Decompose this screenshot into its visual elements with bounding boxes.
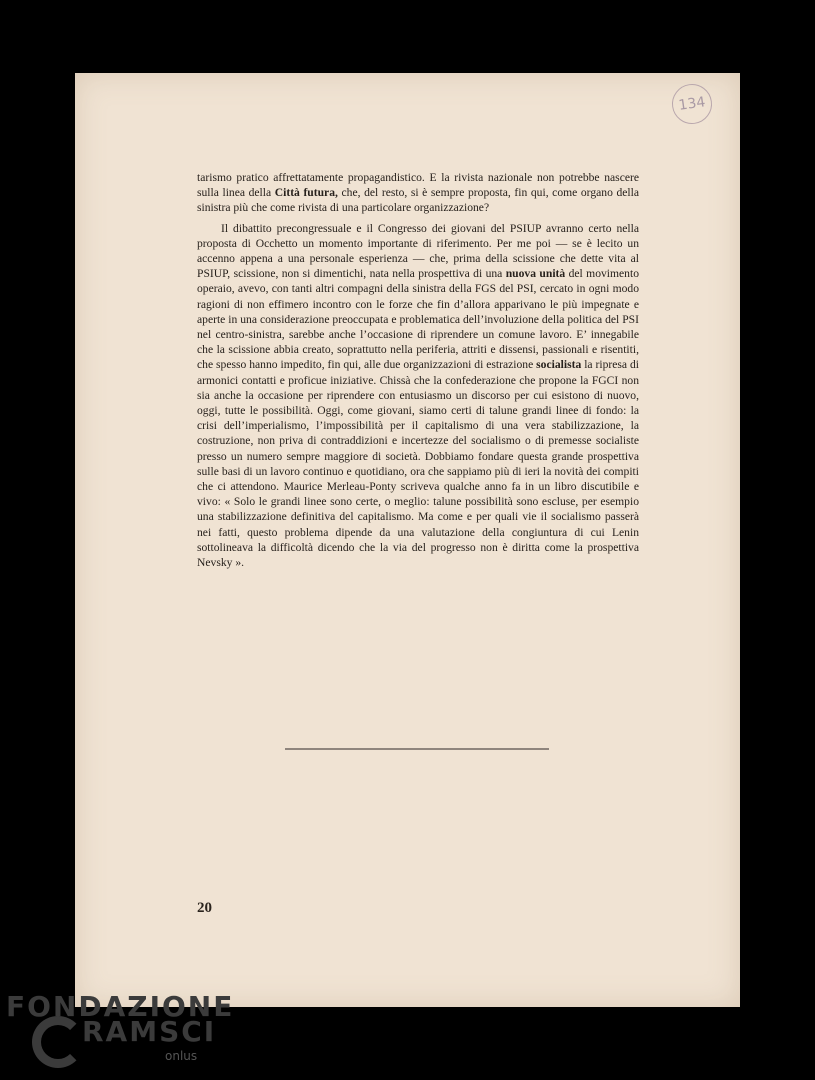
emphasis-text: socialista bbox=[536, 358, 582, 372]
watermark-g-logo bbox=[32, 1016, 84, 1068]
text-run: del movimento operaio, avevo, con tanti altri compagni della sinistra della FGS del PSI, cercato in ogni modo ragioni di non effimero incontro con le forze che fin d’allora apparivano le più impegnate e aperte in una considerazione preoccupata e problematica dell’involuzione della politica del PSI nel centro-sinistra, sarebbe anche l’occasione di riprendere un comune lavoro. E’ innegabile che la scissione abbia creato, soprattutto nella periferia, attriti e dissensi, passionali e risentiti, che spesso hanno impedito, fin qui, alle due organizzazioni di estrazione bbox=[197, 267, 639, 372]
text-run: Il dibattito precongressuale e il Congresso dei giovani del PSIUP avranno certo nella proposta di Occhetto un momento importante di riferimento. Per me poi — se è lecito un accenno appena a una personale esperienza — che, prima della scissione che dette vita al PSIUP, scissione, non si dimentichi, nata nella prospettiva di una bbox=[197, 221, 639, 281]
page-number: 20 bbox=[197, 900, 212, 916]
section-divider bbox=[285, 748, 549, 750]
text-run: che, del resto, si è sempre proposta, fin qui, come organo della sinistra più che come rivista di una particolare organizzazione? bbox=[197, 186, 639, 215]
archive-stamp: 134 bbox=[669, 81, 714, 126]
body-text bbox=[197, 170, 639, 570]
text-run: tarismo pratico affrettatamente propagandistico. E la rivista nazionale non potrebbe nascere sulla linea della bbox=[197, 171, 639, 200]
emphasis-text: nuova unità bbox=[505, 267, 566, 281]
watermark-onlus: onlus bbox=[165, 1049, 198, 1063]
text-run: la ripresa di armonici contatti e proficue iniziative. Chissà che la confederazione che propone la FGCI non sia anche la occasione per riprendere con entusiasmo un discorso per cui esistono di nuovo, oggi, tutte le possibilità. Oggi, come giovani, siamo certi di talune grandi linee di fondo: la crisi dell’imperialismo, l’impossibilità per il capitalismo di una vera stabilizzazione, la costruzione, non priva di contraddizioni e incertezze del socialismo o di premesse socialiste presso un numero sempre maggiore di società. Dobbiamo fondare questa grande prospettiva sulle basi di un lavoro continuo e quotidiano, ora che sappiamo più di ieri la novità dei compiti che ci attendono. Maurice Merleau-Ponty scriveva qualche anno fa in un libro discutibile e vivo: « Solo le grandi linee sono certe, o meglio: talune possibilità sono escluse, per esempio una stabilizzazione definitiva del capitalismo. Ma come e per quali vie il socialismo passerà nei fatti, questo problema dipende da una valutazione della congiuntura di cui Lenin sottolineava la difficoltà dicendo che la via del progresso non è diritta come la prospettiva Nevsky ». bbox=[197, 358, 639, 570]
emphasis-text: Città futura, bbox=[274, 186, 338, 200]
paragraph-2 bbox=[197, 221, 639, 571]
paragraph-1 bbox=[197, 170, 639, 216]
watermark-line2: RAMSCI bbox=[82, 1015, 217, 1048]
watermark-line1: FONDAZIONE bbox=[6, 990, 235, 1023]
